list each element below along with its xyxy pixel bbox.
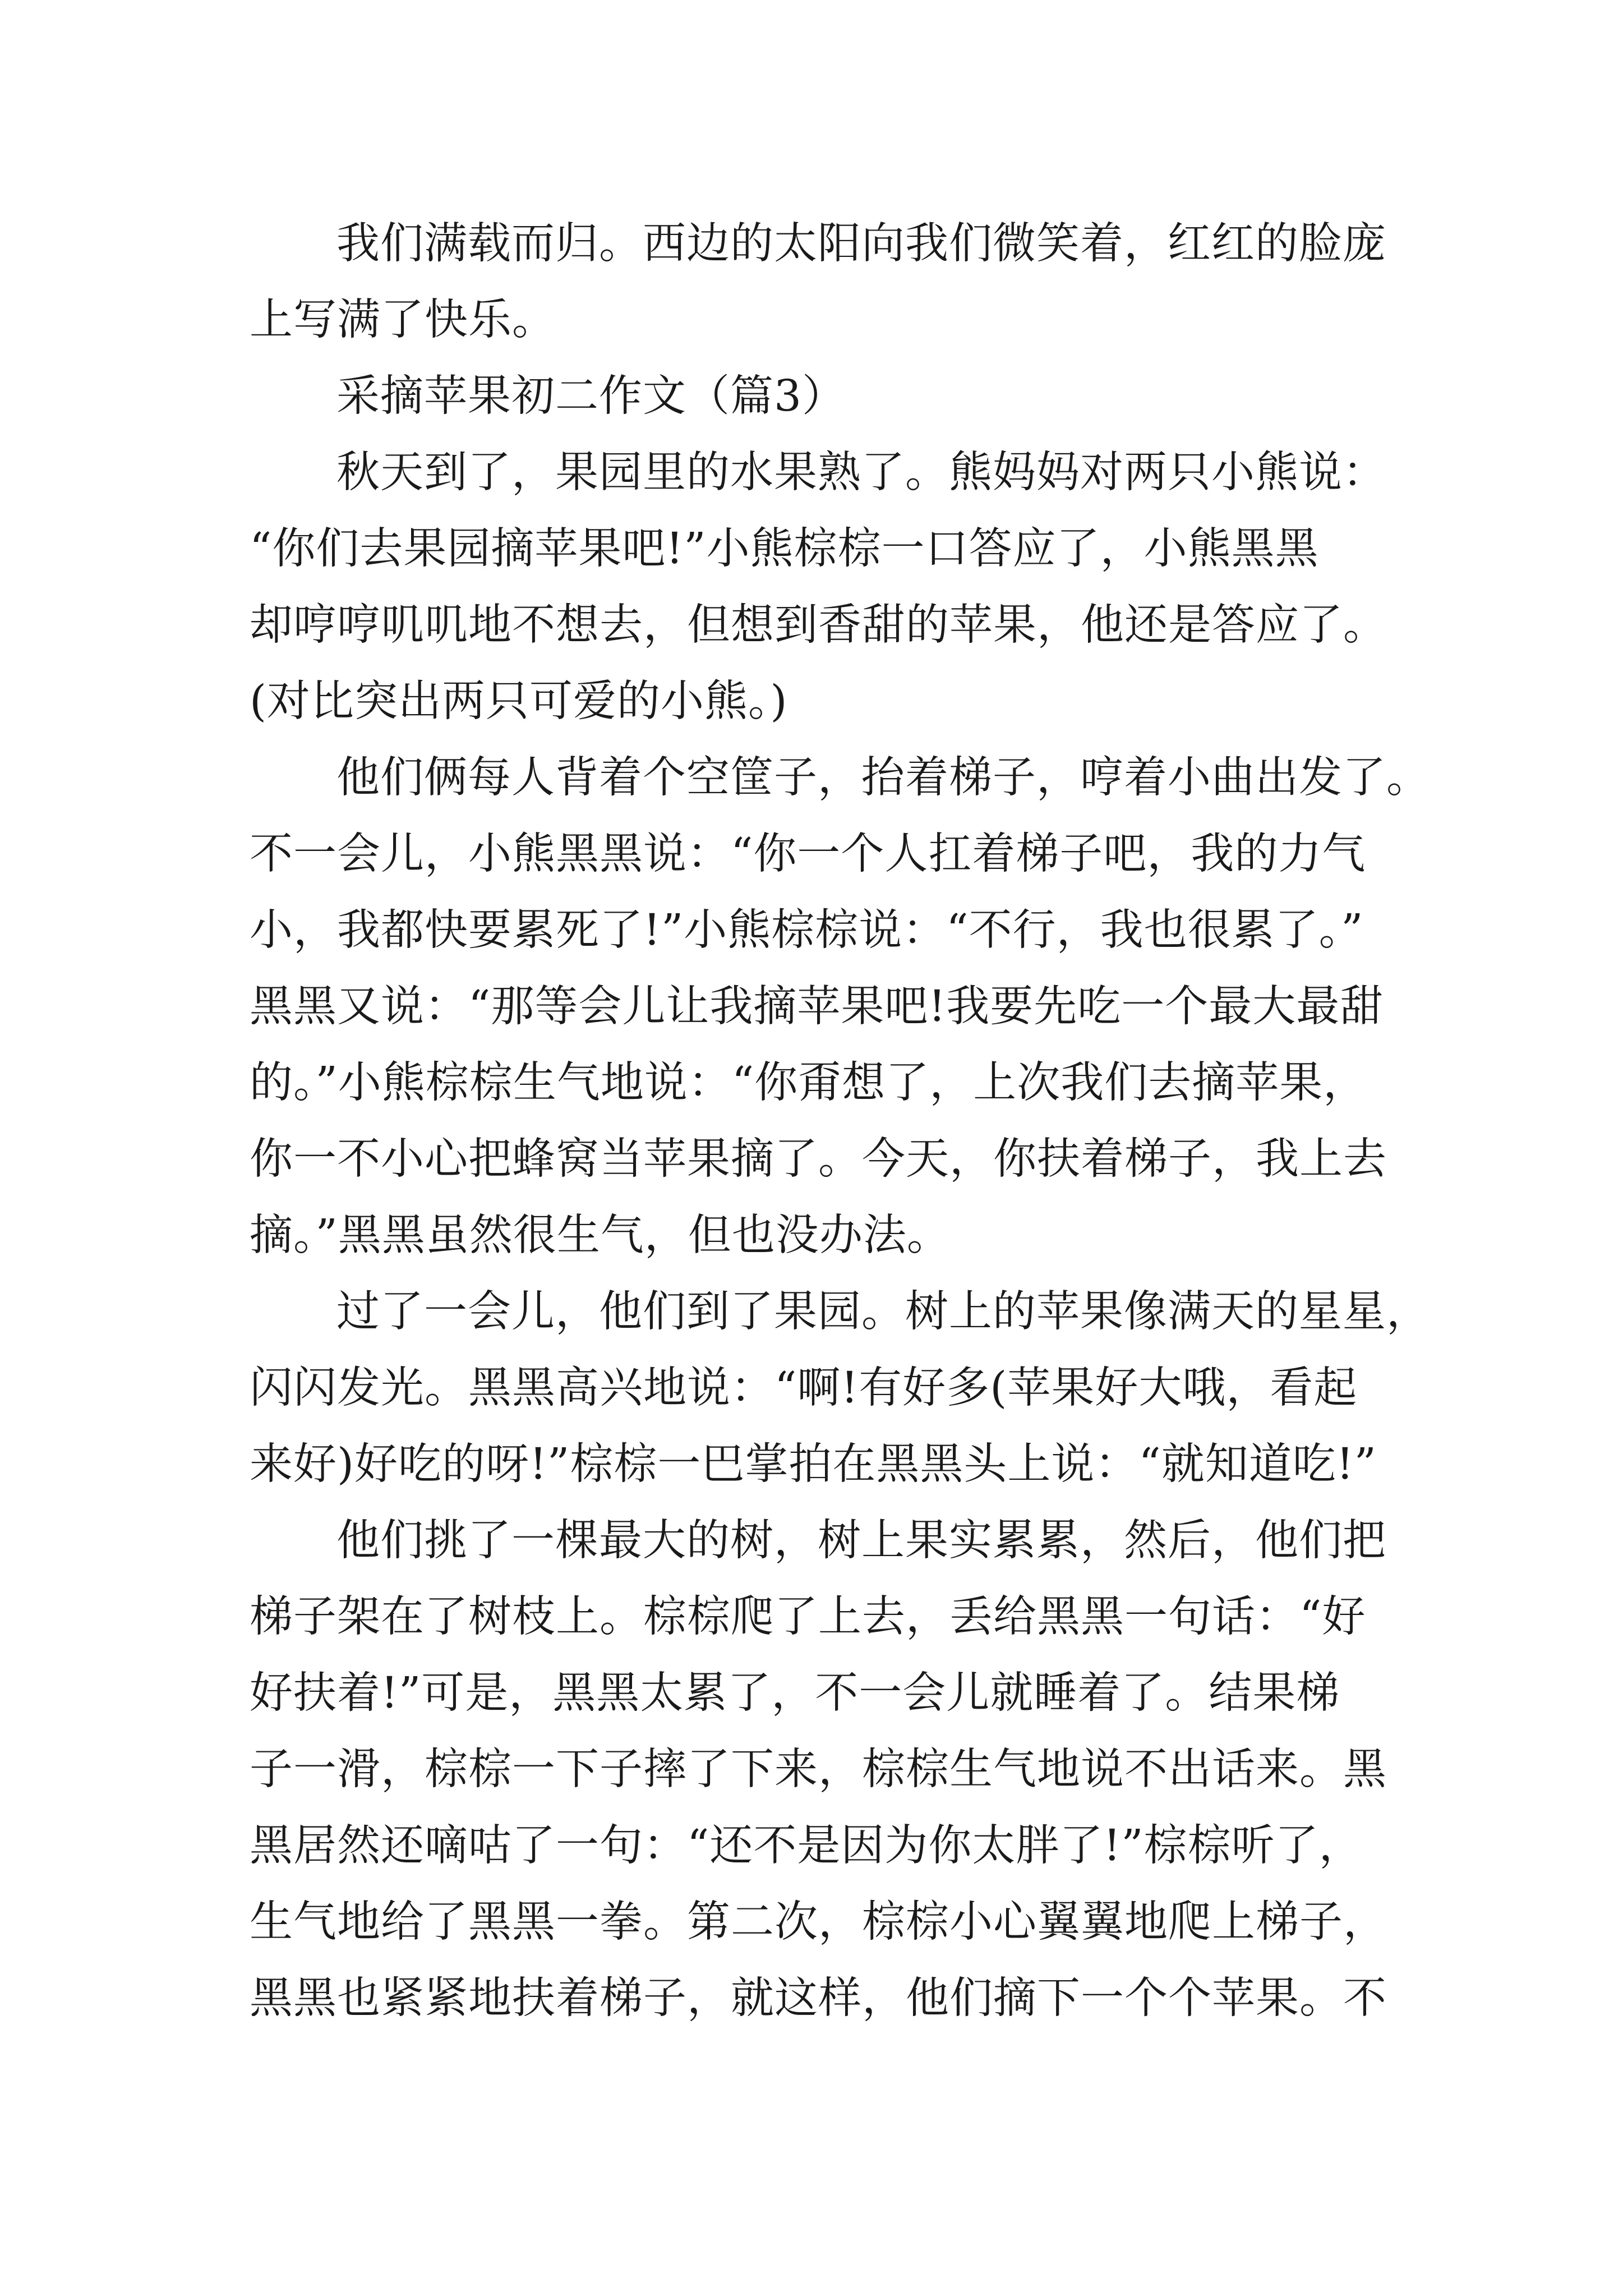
text-line: 我们满载而归。西边的太阳向我们微笑着，红红的脸庞 [336, 219, 1386, 269]
text-line: 他们挑了一棵最大的树，树上果实累累，然后，他们把 [336, 1516, 1386, 1566]
text-line: 来好)好吃的呀!”棕棕一巴掌拍在黑黑头上说：“就知道吃!” [250, 1439, 1377, 1489]
text-line: “你们去果园摘苹果吧!”小熊棕棕一口答应了，小熊黑黑 [250, 524, 1319, 574]
text-line: 黑黑又说：“那等会儿让我摘苹果吧!我要先吃一个最大最甜 [250, 982, 1384, 1032]
text-line: 上写满了快乐。 [250, 295, 556, 345]
text-line: 生气地给了黑黑一拳。第二次，棕棕小心翼翼地爬上梯子， [250, 1897, 1387, 1947]
text-line: 不一会儿，小熊黑黑说：“你一个人扛着梯子吧，我的力气 [250, 829, 1366, 879]
text-line: 好扶着!”可是，黑黑太累了，不一会儿就睡着了。结果梯 [250, 1668, 1340, 1718]
text-line: 他们俩每人背着个空筐子，抬着梯子，哼着小曲出发了。 [336, 753, 1430, 803]
text-line: 黑居然还嘀咕了一句：“还不是因为你太胖了!”棕棕听了， [250, 1821, 1363, 1871]
text-line: 的。”小熊棕棕生气地说：“你甭想了，上次我们去摘苹果， [250, 1058, 1367, 1108]
text-line: 过了一会儿，他们到了果园。树上的苹果像满天的星星， [336, 1287, 1430, 1337]
text-line: 秋天到了，果园里的水果熟了。熊妈妈对两只小熊说： [336, 448, 1386, 498]
text-line: (对比突出两只可爱的小熊。) [250, 677, 788, 726]
text-line: 你一不小心把蜂窝当苹果摘了。今天，你扶着梯子，我上去 [250, 1134, 1387, 1184]
text-line: 子一滑，棕棕一下子摔了下来，棕棕生气地说不出话来。黑 [250, 1745, 1387, 1795]
text-line: 小，我都快要累死了!”小熊棕棕说：“不行，我也很累了。” [250, 905, 1364, 955]
text-line: 梯子架在了树枝上。棕棕爬了上去，丢给黑黑一句话：“好 [250, 1592, 1366, 1642]
text-line: 却哼哼叽叽地不想去，但想到香甜的苹果，他还是答应了。 [250, 600, 1387, 650]
text-line: 闪闪发光。黑黑高兴地说：“啊!有好多(苹果好大哦，看起 [250, 1363, 1358, 1413]
text-line: 黑黑也紧紧地扶着梯子，就这样，他们摘下一个个苹果。不 [250, 1973, 1387, 2023]
section-title: 采摘苹果初二作文（篇3） [336, 371, 846, 421]
text-line: 摘。”黑黑虽然很生气，但也没办法。 [250, 1211, 951, 1260]
